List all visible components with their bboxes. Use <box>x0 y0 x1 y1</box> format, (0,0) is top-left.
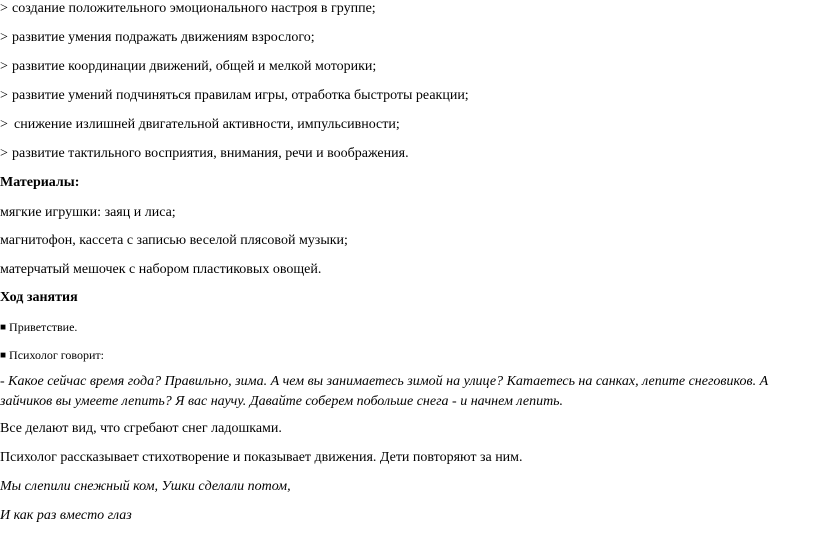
lesson-step <box>0 318 77 337</box>
materials-heading: Материалы: <box>0 175 80 190</box>
arrow-bullet-icon: > <box>0 1 8 16</box>
goal-text: развитие тактильного восприятия, внимания, речи и воображения. <box>12 146 409 161</box>
lesson-heading: Ход занятия <box>0 290 78 305</box>
goal-text: снижение излишней двигательной активности, импульсивности; <box>14 117 400 132</box>
goal-item <box>0 58 376 76</box>
goal-text: развитие координации движений, общей и мелкой моторики; <box>12 59 377 74</box>
goal-item <box>0 87 469 105</box>
material-item: магнитофон, кассета с записью веселой плясовой музыки; <box>0 233 348 248</box>
poem-intro: Психолог рассказывает стихотворение и показывает движения. Дети повторяют за ним. <box>0 450 523 465</box>
goal-text: развитие умений подчиняться правилам игры, отработка быстроты реакции; <box>12 88 469 103</box>
arrow-bullet-icon: > <box>0 30 8 45</box>
square-bullet-icon: ■ <box>0 322 7 333</box>
poem-line: Мы слепили снежный ком, Ушки сделали потом, <box>0 479 291 494</box>
action-text: Все делают вид, что сгребают снег ладошками. <box>0 421 282 436</box>
square-bullet-icon: ■ <box>0 350 7 361</box>
lesson-step-text: Приветствие. <box>9 320 78 334</box>
goal-text: развитие умения подражать движениям взрослого; <box>12 30 315 45</box>
poem-line: И как раз вместо глаз <box>0 508 132 523</box>
psychologist-speech: - Какое сейчас время года? Правильно, зима. А чем вы занимаетесь зимой на улице? Катаетесь на санках, лепите снеговиков. А зайчиков вы умеете лепить? Я вас научу. Давайте соберем побольше снега - и начнем лепить. <box>0 374 769 409</box>
goal-item <box>0 116 400 134</box>
arrow-bullet-icon: > <box>0 117 8 132</box>
material-item: матерчатый мешочек с набором пластиковых овощей. <box>0 262 322 277</box>
goal-item <box>0 0 376 18</box>
goal-item <box>0 29 315 47</box>
arrow-bullet-icon: > <box>0 88 8 103</box>
arrow-bullet-icon: > <box>0 59 8 74</box>
material-item: мягкие игрушки: заяц и лиса; <box>0 205 176 220</box>
goal-text: создание положительного эмоционального настроя в группе; <box>12 1 376 16</box>
arrow-bullet-icon: > <box>0 146 8 161</box>
lesson-step <box>0 346 104 365</box>
goal-item <box>0 145 409 163</box>
lesson-step-text: Психолог говорит: <box>9 348 104 362</box>
